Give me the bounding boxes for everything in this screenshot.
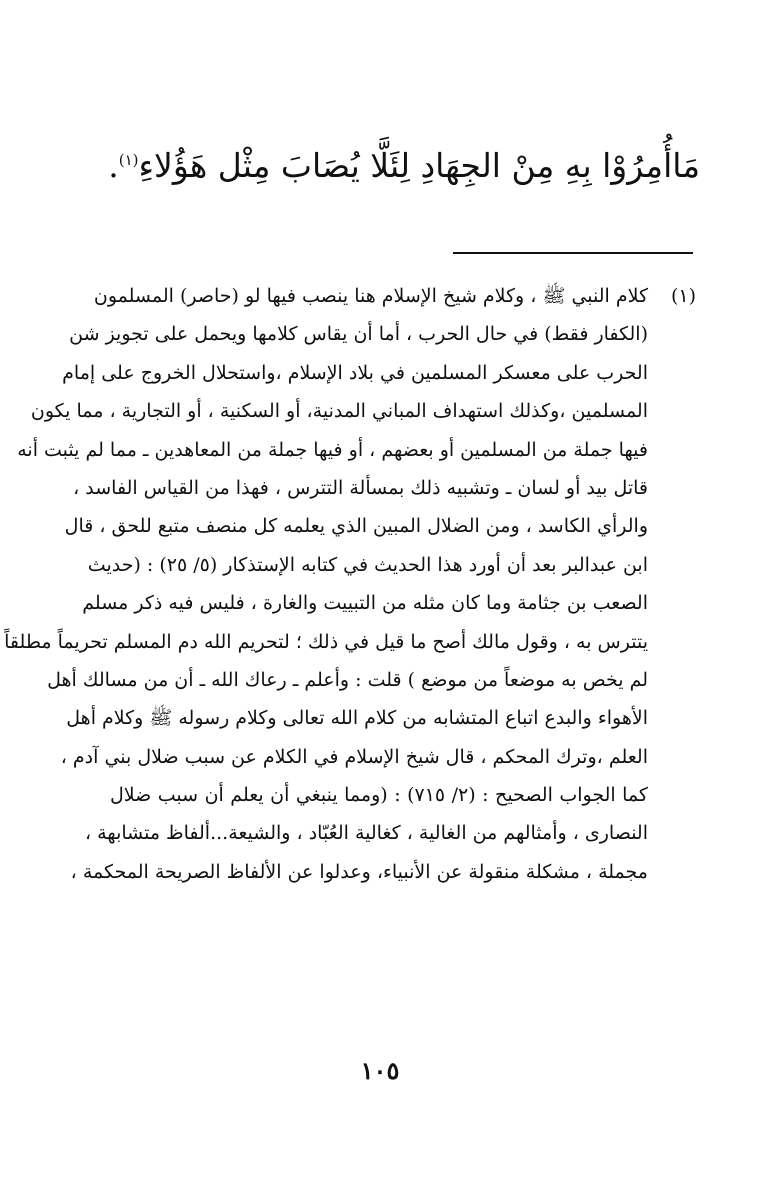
footnote-line-text: المسلمين ،وكذلك استهداف المباني المدنية، أو السكنية ، أو التجارية ، مما يكون (30, 400, 648, 423)
footnote-line-text: الحرب على معسكر المسلمين في بلاد الإسلام ،واستحلال الخروج على إمام (62, 361, 648, 384)
footnote-line (0, 816, 760, 854)
footnote-line-text: ابن عبدالبر بعد أن أورد هذا الحديث في كتابه الإستذكار (٥/ ٢٥) : (حديث (87, 553, 648, 576)
footnote-line (0, 317, 760, 355)
main-text-line (60, 138, 700, 194)
footnote-line (0, 855, 760, 893)
page-number: ١٠٥ (360, 1056, 400, 1085)
footnote-block (0, 279, 760, 893)
footnote-line-text: النصارى ، وأمثالهم من الغالية ، كغالية العُبّاد ، والشيعة...ألفاظ متشابهة ، (84, 822, 648, 845)
footnote-line (0, 509, 760, 547)
footnote-line-text: فيها جملة من المسلمين أو بعضهم ، أو فيها جملة من المعاهدين ـ مما لم يثبت أنه (17, 438, 648, 461)
footnote-line-text: يتترس به ، وقول مالك أصح ما قيل في ذلك ؛ لتحريم الله دم المسلم تحريماً مطلقاً (4, 630, 648, 653)
footnote-line-text: قاتل بيد أو لسان ـ وتشبيه ذلك بمسألة التترس ، فهذا من القياس الفاسد ، (73, 476, 648, 499)
footnote-line (0, 548, 760, 586)
footnote-line (0, 394, 760, 432)
footnote-line (0, 356, 760, 394)
footnote-line-text: (الكفار فقط) في حال الحرب ، أما أن يقاس كلامها ويحمل على تجويز شن (69, 323, 648, 346)
footnote-line (0, 778, 760, 816)
footnote-line (0, 279, 760, 317)
footnote-line (0, 586, 760, 624)
footnote-line-text: العلم ،وترك المحكم ، قال شيخ الإسلام في الكلام عن سبب ضلال بني آدم ، (60, 745, 648, 768)
footnote-line-text: الصعب بن جثامة وما كان مثله من التبييت والغارة ، فليس فيه ذكر مسلم (82, 592, 648, 615)
footnote-line (0, 663, 760, 701)
footnote-reference: (١) (118, 151, 139, 169)
footnote-line-text: الأهواء والبدع اتباع المتشابه من كلام الله تعالى وكلام رسوله ﷺ وكلام أهل (66, 707, 648, 730)
main-text: مَاأُمِرُوْا بِهِ مِنْ الجِهَادِ لِئَلَّا يُصَابَ مِثْل هَؤُلاءِ (138, 146, 700, 185)
footnote-line-text: والرأي الكاسد ، ومن الضلال المبين الذي يعلمه كل منصف متبع للحق ، قال (64, 515, 648, 538)
footnote-line-text: كما الجواب الصحيح : (٢/ ٧١٥) : (ومما ينبغي أن يعلم أن سبب ضلال (110, 784, 648, 807)
footnote-line (0, 740, 760, 778)
footnote-separator (453, 252, 693, 254)
footnote-line (0, 625, 760, 663)
footnote-line-text: مجملة ، مشكلة منقولة عن الأنبياء، وعدلوا عن الألفاظ الصريحة المحكمة ، (70, 860, 648, 883)
footnote-line-text: كلام النبي ﷺ ، وكلام شيخ الإسلام هنا ينصب فيها لو (حاصر) المسلمون (93, 285, 648, 307)
footnote-marker: (١) (670, 285, 696, 307)
footnote-line-text: لم يخص به موضعاً من موضع ) قلت : وأعلم ـ رعاك الله ـ أن من مسالك أهل (47, 668, 648, 691)
footnote-line (0, 433, 760, 471)
footnote-line (0, 471, 760, 509)
main-text-end: . (108, 146, 119, 185)
footnote-line (0, 701, 760, 739)
